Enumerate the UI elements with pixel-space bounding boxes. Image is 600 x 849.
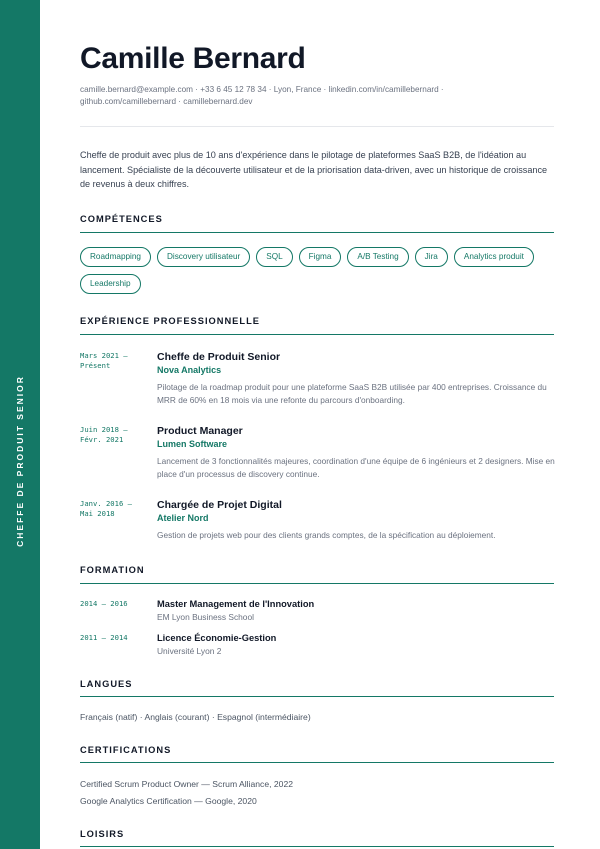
sidebar xyxy=(0,0,40,849)
profile-summary: Cheffe de produit avec plus de 10 ans d'expérience dans le pilotage de plateformes SaaS B2B, de l'idéation au lancement. Spécialiste de la découverte utilisateur et de la priorisation data-driven, avec un historique de croissance de revenus à deux chiffres. xyxy=(80,150,548,189)
school-name: EM Lyon Business School xyxy=(157,612,254,622)
date-start: Mars 2021 – xyxy=(80,351,128,360)
skill-chip: Roadmapping xyxy=(80,247,151,267)
experience-section-rule xyxy=(80,334,554,335)
job-description: Pilotage de la roadmap produit pour une plateforme SaaS B2B utilisée par 400 entreprises. Croissance du MRR de 60% en 18 mois via une refonte du parcours d'onboarding. xyxy=(157,382,547,405)
education-date: 2011 – 2014 xyxy=(80,633,128,642)
company-name: Atelier Nord xyxy=(157,513,209,523)
skill-chip: Leadership xyxy=(80,274,141,294)
contact-line-1: camille.bernard@example.com · +33 6 45 12 78 34 · Lyon, France · linkedin.com/in/camillebernard · xyxy=(80,85,444,94)
experience-date xyxy=(80,499,150,519)
education-section-title: FORMATION xyxy=(80,565,145,575)
skills-section-title: COMPÉTENCES xyxy=(80,214,163,224)
education-item xyxy=(157,598,557,623)
experience-date xyxy=(80,425,150,445)
experience-item xyxy=(157,424,557,481)
experience-item xyxy=(157,350,557,407)
degree-title: Licence Économie-Gestion xyxy=(157,633,277,643)
company-name: Nova Analytics xyxy=(157,365,222,375)
job-description: Gestion de projets web pour des clients grands comptes, de la spécification au déploiement. xyxy=(157,530,496,540)
experience-item xyxy=(157,498,557,542)
certifications-section-rule xyxy=(80,762,554,763)
skill-chip: SQL xyxy=(256,247,292,267)
date-start: Juin 2018 – xyxy=(80,425,128,434)
job-title: Cheffe de Produit Senior xyxy=(157,351,281,363)
candidate-name: Camille Bernard xyxy=(80,42,306,75)
education-date: 2014 – 2016 xyxy=(80,599,128,608)
skill-chip: Analytics produit xyxy=(454,247,534,267)
skill-chip: Figma xyxy=(299,247,342,267)
education-item xyxy=(157,632,557,657)
skill-chip: Discovery utilisateur xyxy=(157,247,250,267)
languages-section-title: LANGUES xyxy=(80,679,133,689)
school-name: Université Lyon 2 xyxy=(157,646,222,656)
contact-line-2: github.com/camillebernard · camillebernard.dev xyxy=(80,97,253,106)
certifications-section-title: CERTIFICATIONS xyxy=(80,745,172,755)
skills-section-rule xyxy=(80,232,554,233)
job-title: Chargée de Projet Digital xyxy=(157,499,282,511)
experience-date xyxy=(80,351,150,371)
skill-chip: Jira xyxy=(415,247,448,267)
date-start: Janv. 2016 – xyxy=(80,499,132,508)
skill-chip: A/B Testing xyxy=(347,247,408,267)
education-section-rule xyxy=(80,583,554,584)
hobbies-section-rule xyxy=(80,846,554,847)
contact-info xyxy=(80,84,554,108)
languages-list: Français (natif) · Anglais (courant) · Espagnol (intermédiaire) xyxy=(80,712,311,722)
certification-item: Google Analytics Certification — Google, 2020 xyxy=(80,796,257,806)
job-description: Lancement de 3 fonctionnalités majeures, coordination d'une équipe de 6 ingénieurs et 2 designers. Mise en place d'un processus de discovery continue. xyxy=(157,456,555,479)
languages-section-rule xyxy=(80,696,554,697)
date-end: Févr. 2021 xyxy=(80,435,124,444)
degree-title: Master Management de l'Innovation xyxy=(157,599,315,609)
date-end: Mai 2018 xyxy=(80,509,115,518)
sidebar-title: CHEFFE DE PRODUIT SENIOR xyxy=(15,375,25,547)
hobbies-section-title: LOISIRS xyxy=(80,829,125,839)
header-divider xyxy=(80,126,554,127)
experience-section-title: EXPÉRIENCE PROFESSIONNELLE xyxy=(80,316,260,326)
skills-list xyxy=(80,247,560,301)
job-title: Product Manager xyxy=(157,425,243,437)
date-end: Présent xyxy=(80,361,111,370)
company-name: Lumen Software xyxy=(157,439,228,449)
certification-item: Certified Scrum Product Owner — Scrum Alliance, 2022 xyxy=(80,779,294,789)
